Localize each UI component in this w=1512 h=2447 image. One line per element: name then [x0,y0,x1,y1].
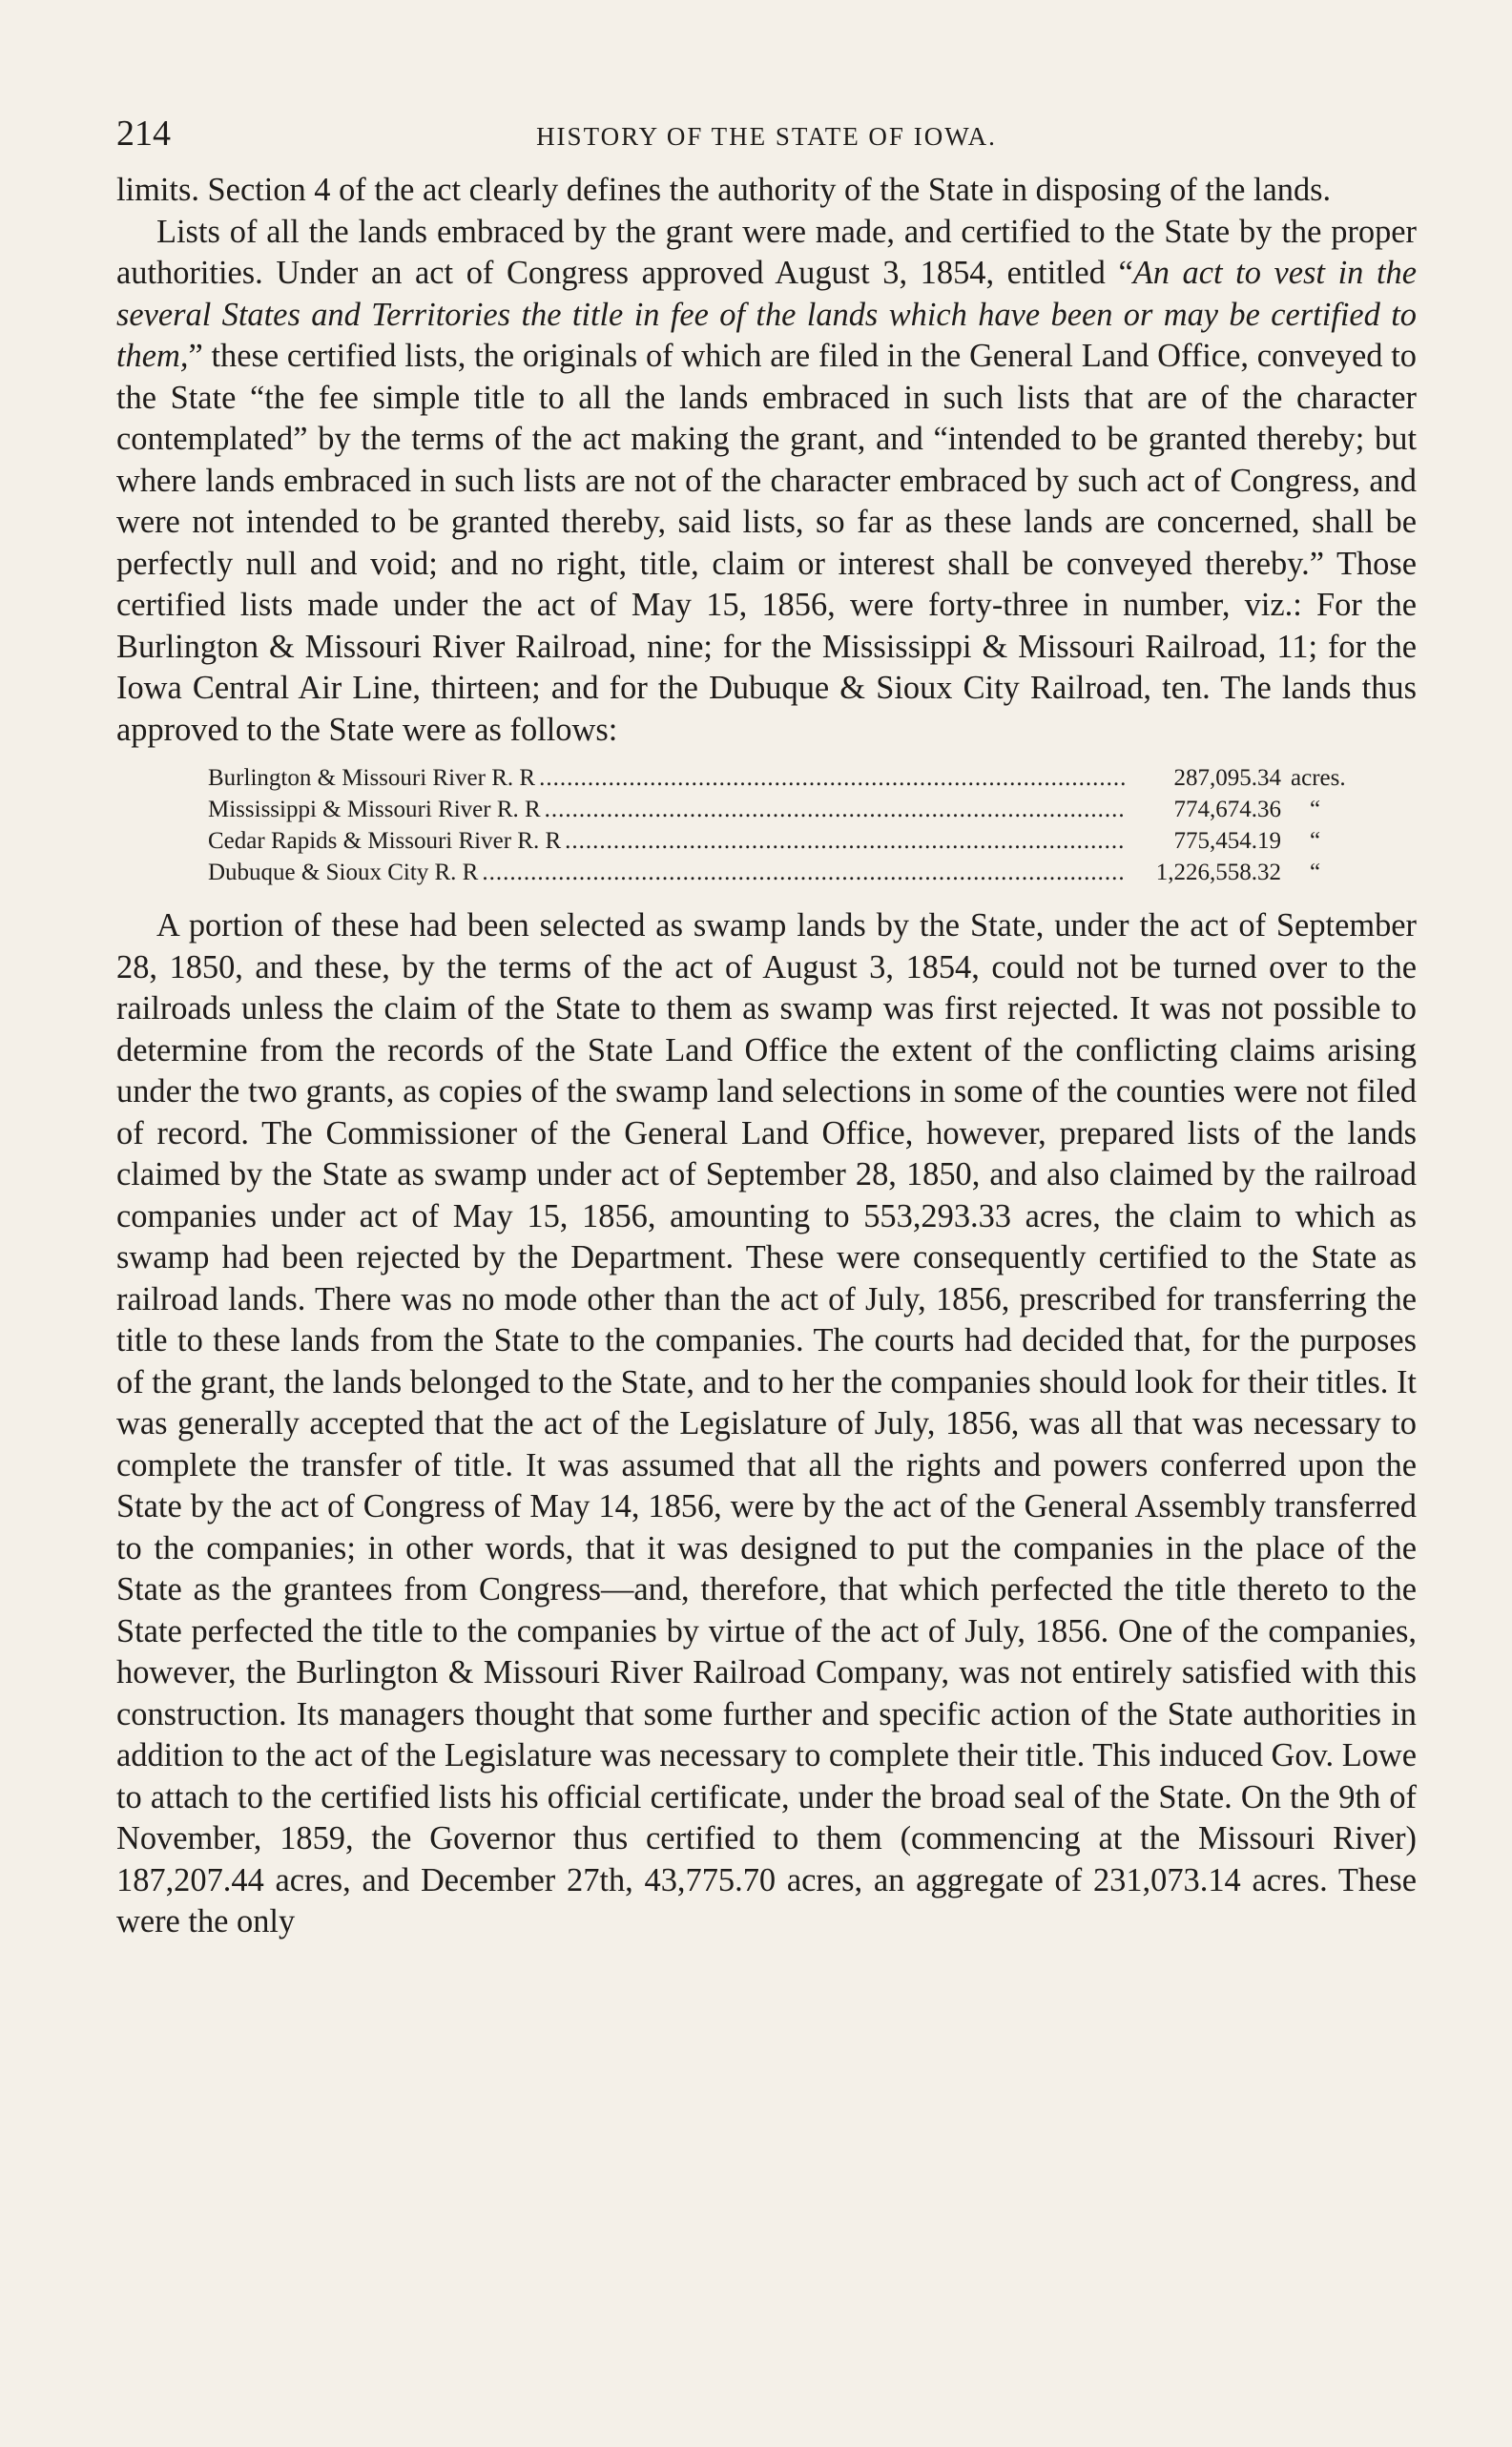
paragraph-2-part-a: Lists of all the lands embraced by the grant were made, and certified to the State by the proper authorities. Under an act of Congress approved August 3, 1854, entitled “ [116,213,1417,291]
page-number: 214 [116,114,171,154]
paragraph-2-part-b: ” these certified lists, the originals of which are filed in the General Land Office, conveyed to the State “the fee simple title to all the lands embraced in such lists that are of the character contemplated” by the terms of the act making the grant, and “intended to be granted thereby; but where lands embraced in such lists are not of the character embraced by such act of Congress, and were not intended to be granted thereby, said lists, so far as these lands are concerned, shall be perfectly null and void; and no right, title, claim or interest shall be conveyed thereby.” Those certified lists made under the act of May 15, 1856, were forty-three in number, viz.: For the Burlington & Missouri River Railroad, nine; for the Mississippi & Missouri Railroad, 11; for the Iowa Central Air Line, thirteen; and for the Dubuque & Sioux City Railroad, ten. The lands thus approved to the State were as follows: [116,338,1417,748]
unit: acres. [1291,765,1346,791]
paragraph-1: limits. Section 4 of the act clearly defines the authority of the State in disposing of the lands. [116,172,1332,208]
unit: “ [1310,860,1321,885]
railroad-name: Dubuque & Sioux City R. R [208,860,479,885]
act-title: An act to vest in the several States and Territories the title in fee of the lands which have been or may be certified to them, [116,255,1417,374]
dot-leader [565,825,1125,857]
running-head: HISTORY OF THE STATE OF IOWA. [536,122,997,151]
page-header [116,113,1417,170]
unit: “ [1310,828,1321,854]
table-row [208,762,1377,794]
paragraph-3: A portion of these had been selected as swamp lands by the State, under the act of September 28, 1850, and these, by the terms of the act of August 3, 1854, could not be turned over to the railroads unless the claim of the State to them as swamp was first rejected. It was not possible to determine from the records of the State Land Office the extent of the conflicting claims arising under the two grants, as copies of the swamp land selections in some of the counties were not filed of record. The Commissioner of the General Land Office, however, prepared lists of the lands claimed by the State as swamp under act of September 28, 1850, and also claimed by the railroad companies under act of May 15, 1856, amounting to 553,293.33 acres, the claim to which as swamp had been rejected by the Department. These were consequently certified to the State as railroad lands. There was no mode other than the act of July, 1856, prescribed for transferring the title to these lands from the State to the companies. The courts had decided that, for the purposes of the grant, the lands belonged to the State, and to her the companies should look for their titles. It was generally accepted that the act of the Legislature of July, 1856, was all that was necessary to complete the transfer of title. It was assumed that all the rights and powers conferred upon the State by the act of Congress of May 14, 1856, were by the act of the General Assembly transferred to the companies; in other words, that it was designed to put the companies in the place of the State as the grantees from Congress—and, therefore, that which perfected the title thereto to the State perfected the title to the companies by virtue of the act of July, 1856. One of the companies, however, the Burlington & Missouri River Railroad Company, was not entirely satisfied with this construction. Its managers thought that some further and specific action of the State authorities in addition to the act of the Legislature was necessary to complete their title. This induced Gov. Lowe to attach to the certified lists his official certificate, under the broad seal of the State. On the 9th of November, 1859, the Governor thus certified to them (commencing at the Missouri River) 187,207.44 acres, and December 27th, 43,775.70 acres, an aggregate of 231,073.14 acres. These were the only [116,907,1417,1939]
table-row [208,794,1377,825]
unit: “ [1310,797,1321,822]
dot-leader [482,857,1125,888]
dot-leader [545,794,1125,825]
acreage: 1,226,558.32 [1155,860,1281,885]
acreage: 287,095.34 [1173,765,1281,791]
paragraph-2 [116,212,1417,752]
acreage: 774,674.36 [1173,797,1281,822]
dot-leader [539,762,1125,794]
railroad-name: Burlington & Missouri River R. R [208,765,536,791]
table-row [208,857,1377,888]
railroad-name: Mississippi & Missouri River R. R [208,797,541,822]
railroad-name: Cedar Rapids & Missouri River R. R [208,828,562,854]
table-row [208,825,1377,857]
body-text [116,170,1417,1943]
lands-table [208,762,1377,888]
acreage: 775,454.19 [1173,828,1281,854]
